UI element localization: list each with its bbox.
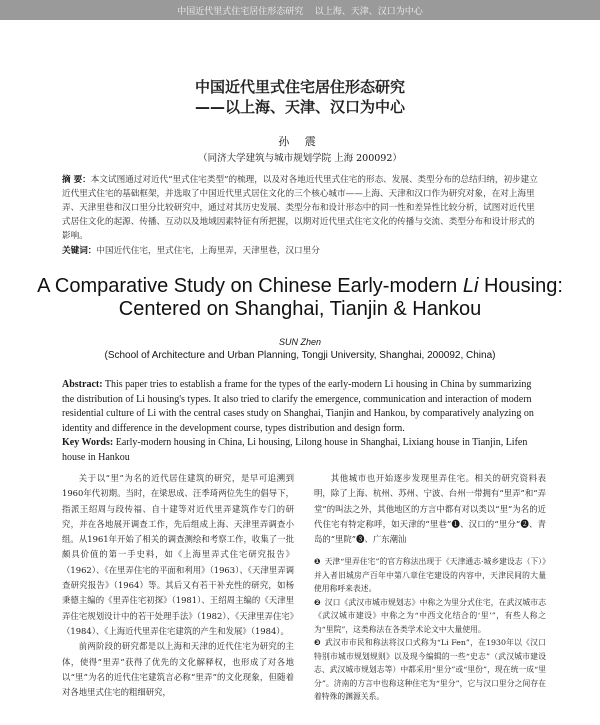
chinese-author: 孙 震: [278, 135, 322, 148]
english-title-part-b: Housing:: [478, 275, 563, 297]
english-keywords-text: Early-modern housing in China, Li housing, Lilong house in Shanghai, Lixiang house in Tianjin, Lifen house in Hankou: [62, 437, 528, 463]
english-abstract: [62, 378, 540, 436]
english-title-italic: Li: [462, 275, 479, 297]
english-author: SUN Zhen: [278, 337, 322, 347]
english-title-part-a: A Comparative Study on Chinese Early-modern: [37, 275, 463, 297]
chinese-keywords-label: 关键词：: [62, 246, 97, 256]
footnote: [314, 596, 546, 637]
footnote: [314, 636, 546, 704]
chinese-title-line1: 中国近代里式住宅居住形态研究: [194, 78, 405, 96]
body-paragraph: 前两阶段的研究都是以上海和天津的近代住宅为研究的主体，使得“里弄”获得了优先的文化解释权，也形成了对各地以“里”为名的近代住宅建筑言必称“里弄”的文化现象，但随着对各地里式住宅的粗细研究，: [62, 641, 294, 698]
english-keywords: [62, 436, 540, 465]
english-keywords-label: Key Words:: [62, 437, 114, 448]
body-left-column: [62, 471, 294, 700]
english-title-line1: [0, 275, 600, 298]
english-title-line2: Centered on Shanghai, Tianjin & Hankou: [118, 298, 482, 320]
footnote: [314, 555, 546, 596]
body-paragraph: 其他城市也开始逐步发现里弄住宅。相关的研究资料表明，除了上海、杭州、苏州、宁波、台州一带拥有“里弄”和“弄堂”的叫法之外，其他地区的方言中都有对以类以“里”为名的近代住宅有特定称呼，如天津的“里巷”❶、汉口的“里分”❷、青岛的“里院”❸、广东潮汕: [314, 473, 546, 545]
body-right-column: [314, 471, 546, 704]
footnote-text: 天津“里弄住宅”的官方称法出现于《天津通志·城乡建设志（下）》并入者旧城房产百年中第八章住宅建设的内容中，天津民间的大量使用称呼来表述。: [314, 557, 546, 594]
footnotes: [314, 555, 546, 704]
chinese-abstract-label: 摘 要：: [62, 175, 91, 185]
english-affiliation: (School of Architecture and Urban Planning, Tongji University, Shanghai, 200092, China): [104, 350, 496, 361]
body-paragraph: 关于以“里”为名的近代居住建筑的研究，是早可追溯到1960年代初期。当时，在梁思成、汪季琦两位先生的倡导下，指派王绍周与段传福、自十建等对近代里弄建筑作专门的研究，并在各地展开调查工作，先后组成上海、天津里弄调查小组。从1961年开始了相关的调查测绘和考察工作，收集了一批颇具价值的第一手史料，如《上海里弄式住宅研究报告》（1962）、《在里弄住宅的平面和利用》（1963）、《天津里弄调查研究报告》（1964）等。其后又有若干补充性的研究，如杨秉德主编的《里弄住宅初探》（1981）、王绍周主编的《天津里弄住宅规划设计中的若干处理手法》（1982）、《天津里弄住宅》（1984）、《上海近代里弄住宅建筑的产生和发展》（1984）。: [62, 473, 294, 636]
chinese-affiliation: （同济大学建筑与城市规划学院 上海 200092）: [198, 153, 402, 164]
footnote-mark: ❷: [314, 597, 321, 607]
english-abstract-text: This paper tries to establish a frame for the types of the early-modern Li housing in China by summarizing the distribution of Li housing's types. It also tried to clarify the emergence, communication and interaction of modern residential culture of Li with the central cases study on Shanghai, Tianjin and Hankou, by comparatively analyzing on identity and difference in the development course, types distribution and design form.: [62, 379, 534, 434]
chinese-title-line2: ——以上海、天津、汉口为中心: [194, 98, 405, 116]
chinese-abstract-text: 本文试图通过对近代“里式住宅类型”的梳理，以及对各地近代里式住宅的形态、发展、类型分布的总结归纳，初步建立近代里式住宅的基础框架，并选取了中国近代里式居住文化的三个核心城市——上海、天津和汉口作为研究对象，在对上海里弄、天津里巷和汉口里分比较研究中，通过对其历史发展、类型分布和设计形态中的同一性和差异性比较分析，试图对近代里式居住文化的起源、传播、互动以及地域因素特征有所把握，以期对近代里式住宅文化的传播与交流、类型分布和设计形式的影响。: [62, 175, 538, 241]
chinese-keywords-text: 中国近代住宅，里式住宅，上海里弄，天津里巷，汉口里分: [96, 246, 320, 256]
english-abstract-label: Abstract:: [62, 379, 103, 390]
chinese-abstract: [62, 173, 540, 243]
footnote-text: 武汉市市民和称法将汉口式称为“Li Fen”，在1930年以《汉口特别市城市规划规则》以及现今编辑的一些“史志”（武汉城市建设志、武汉城市规划志等）中都采用“里分”或“里份”，现在统一成“里分”。济南的方言中也称这种住宅为“里分”，它与汉口里分之间存在着特殊的渊源关系。: [314, 638, 546, 702]
footnote-text: 汉口《武汉市城市规划志》中称之为里分式住宅，在武汉城市志《武汉城市建设》中称之为“中西文化结合的‘里’”，有些人称之为“里院”，这类称法在各类学术论文中大量使用。: [314, 597, 546, 634]
chinese-keywords: [62, 244, 540, 258]
running-title: 中国近代里式住宅居住形态研究 以上海、天津、汉口为中心: [177, 7, 423, 17]
footnote-mark: ❶: [314, 557, 321, 567]
footnote-mark: ❸: [314, 638, 321, 648]
running-header: [0, 0, 600, 20]
